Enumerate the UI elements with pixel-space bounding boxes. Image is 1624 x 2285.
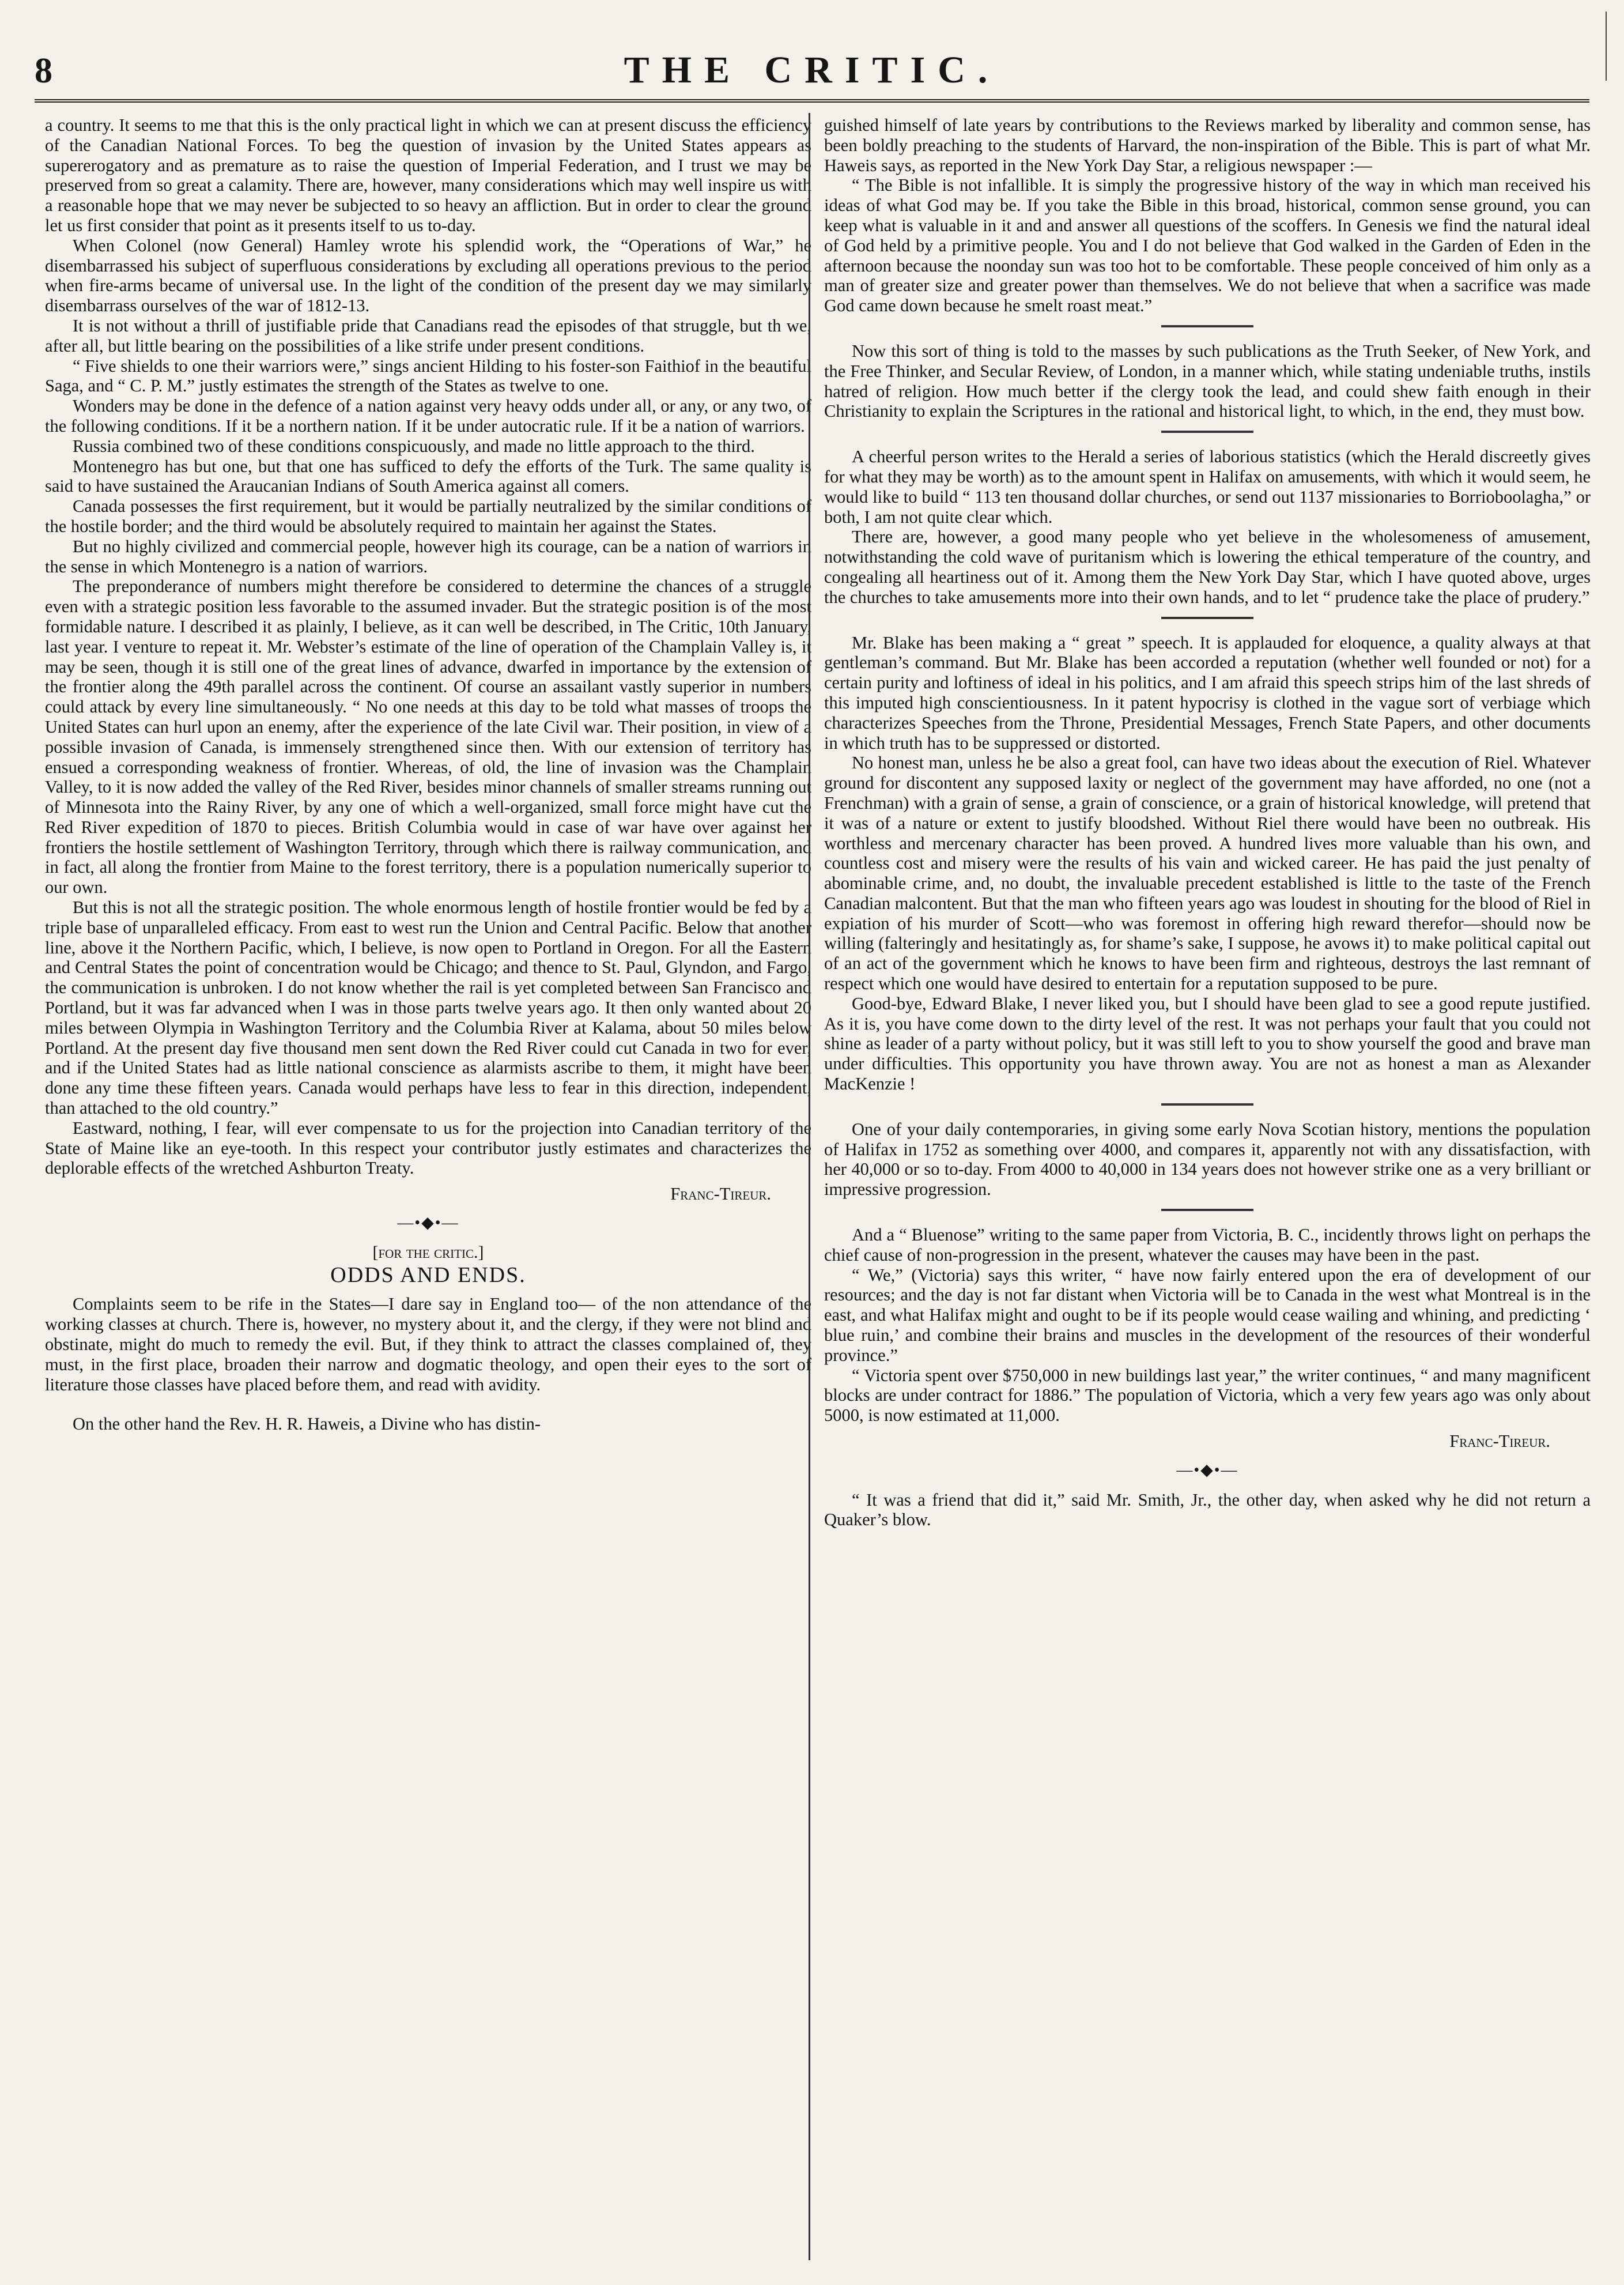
section-rule — [1161, 617, 1253, 619]
paragraph: Wonders may be done in the defence of a nation against very heavy odds under all, or any, or any two, of the following conditions. If it be a northern nation. If it be under autocratic rule. If it be a nation of warriors. — [45, 396, 811, 436]
paragraph: There are, however, a good many people who yet believe in the wholesomeness of amusement, notwithstanding the cold wave of puritanism which is lowering the ethical temperature of the country, and congealing all heartiness out of it. Among them the New York Day Star, which I have quoted above, urges the churches to take amusements more into their own hands, and to let “ prudence take the place of prudery.” — [824, 527, 1591, 607]
paragraph: Good-bye, Edward Blake, I never liked you, but I should have been glad to see a good repute justified. As it is, you have come down to the dirty level of the rest. It was not perhaps your fault that you could not shine as leader of a party without policy, but it was still left to you to show yourself the good and brave man under difficulties. This opportunity you have thrown away. You are not as honest a man as Alexander MacKenzie ! — [824, 993, 1591, 1094]
paragraph: Mr. Blake has been making a “ great ” speech. It is applauded for eloquence, a quality always at that gentleman’s command. But Mr. Blake has been accorded a reputation (whether well founded or not) for a certain purity and loftiness of ideal in his politics, and I am afraid this speech strips him of the last shreds of this imputed high conscientiousness. In it patent hypocrisy is clothed in the vague sort of verbiage which characterizes Speeches from the Throne, Presidential Messages, French State Papers, and other documents in which truth has to be suppressed or distorted. — [824, 632, 1591, 753]
ornament-divider: —•◆•— — [1176, 1461, 1238, 1479]
section-heading: ODDS AND ENDS. — [330, 1262, 526, 1287]
paragraph: Complaints seem to be rife in the States—I dare say in England too— of the non attendance of the working classes at church. There is, however, no mystery about it, and the clergy, if they were not blind and obstinate, might do much to remedy the evil. But, if they think to attract the classes complained of, they must, in the first place, broaden their narrow and dogmatic theology, and open their eyes to the sort of literature those classes have placed before them, and read with avidity. — [45, 1294, 811, 1394]
section-rule — [1161, 1209, 1253, 1211]
signature: Franc-Tireur. — [670, 1184, 771, 1204]
paragraph: “ The Bible is not infallible. It is simply the progressive history of the way in which man received his ideas of what God may be. If you take the Bible in this broad, historical, common sense ground, you can keep what is valuable in it and and answer all questions of the scoffers. In Genesis we find the natural ideal of God held by a primitive people. You and I do not believe that God walked in the Garden of Eden in the afternoon because the noonday sun was too hot to be comfortable. These people conceived of him only as a man of greater size and greater power than themselves. We do not believe that when a sacrifice was made God came down because he smelt roast meat.” — [824, 175, 1591, 316]
section-rule — [1161, 1103, 1253, 1106]
paragraph: Russia combined two of these conditions conspicuously, and made no little approach to the third. — [73, 436, 755, 456]
section-rule — [1161, 325, 1253, 327]
paragraph: And a “ Bluenose” writing to the same paper from Victoria, B. C., incidently throws light on perhaps the chief cause of non-progression in the present, whatever the causes may have been in the past. — [824, 1225, 1591, 1265]
paragraph: It is not without a thrill of justifiable pride that Canadians read the episodes of that struggle, but th we, after all, but little bearing on the possibilities of a like strife under present conditions. — [45, 315, 811, 356]
paragraph: Montenegro has but one, but that one has sufficed to defy the efforts of the Turk. The same quality is said to have sustained the Araucanian Indians of South America against all comers. — [45, 456, 811, 496]
signature: Franc-Tireur. — [1449, 1431, 1550, 1451]
paragraph: “ It was a friend that did it,” said Mr. Smith, Jr., the other day, when asked why he did not return a Quaker’s blow. — [824, 1490, 1591, 1530]
paragraph: One of your daily contemporaries, in giving some early Nova Scotian history, mentions the population of Halifax in 1752 as something over 4000, and compares it, apparently not with any dissatisfaction, with her 40,000 or so to-day. From 4000 to 40,000 in 134 years does not however strike one as a very brilliant or impressive progression. — [824, 1119, 1591, 1200]
paragraph: guished himself of late years by contributions to the Reviews marked by liberality and common sense, has been boldly preaching to the students of Harvard, the non-inspiration of the Bible. This is part of what Mr. Haweis says, as reported in the New York Day Star, a religious newspaper :— — [824, 115, 1591, 175]
page-edge-mark — [1606, 12, 1611, 81]
paper-title: THE CRITIC. — [624, 49, 1000, 91]
spacer — [45, 1394, 811, 1414]
ornament-divider: —•◆•— — [397, 1214, 459, 1232]
paragraph: “ We,” (Victoria) says this writer, “ have now fairly entered upon the era of development of our resources; and the day is not far distant when Victoria will be to Canada in the west what Montreal is in the east, and what Halifax might and ought to be if its people would cease wailing and whining, and predicting ‘ blue ruin,’ and combine their brains and muscles in the development of the resources of their wonderful province.” — [824, 1265, 1591, 1365]
page-number: 8 — [35, 51, 52, 91]
paragraph: On the other hand the Rev. H. R. Haweis, a Divine who has distin- — [73, 1414, 541, 1434]
paragraph: “ Victoria spent over $750,000 in new buildings last year,” the writer continues, “ and many magnificent blocks are under contract for 1886.” The population of Victoria, which a very few years ago was only about 5000, is now estimated at 11,000. — [824, 1365, 1591, 1426]
paragraph: A cheerful person writes to the Herald a series of laborious statistics (which the Herald discreetly gives for what they may be worth) as to the amount spent in Halifax on amusements, with which it would seem, he would like to build “ 113 ten thousand dollar churches, or send out 1137 missionaries to Borrioboolagha,” or both, I am not quite clear which. — [824, 447, 1591, 527]
section-rule — [1161, 431, 1253, 433]
paragraph: No honest man, unless he be also a great fool, can have two ideas about the execution of Riel. Whatever ground for discontent any supposed laxity or neglect of the government may have afforded, no one (not a Frenchman) with a grain of sense, a grain of conscience, or a grain of historical knowledge, will pretend that it was of a nature or extent to justify bloodshed. Without Riel there would have been no outbreak. His worthless and mercenary character has been proved. A hundred lives more valuable than his own, and countless cost and misery were the results of his vain and wicked career. He has paid the just penalty of abominable crime, and, no doubt, the invaluable precedent established is little to the taste of the French Canadian malcontent. But that the man who fifteen years ago was loudest in shouting for the blood of Riel in expiation of his murder of Scott—who was foremost in offering high reward therefor—should now be willing (falteringly and hesitatingly as, for shame’s sake, I suppose, he avows it) to make political capital out of an act of the government which he knows to have been firm and righteous, destroys the last remnant of respect which one would have desired to entertain for a reputation supposed to be pure. — [824, 753, 1591, 994]
paragraph: Eastward, nothing, I fear, will ever compensate to us for the projection into Canadian territory of the State of Maine like an eye-tooth. In this respect your contributor justly estimates and characterizes the deplorable effects of the wretched Ashburton Treaty. — [45, 1118, 811, 1178]
paragraph: Now this sort of thing is told to the masses by such publications as the Truth Seeker, of New York, and the Free Thinker, and Secular Review, of London, in a manner which, while stating undeniable truths, instils hatred of religion. How much better if the clergy took the lead, and could shew faith enough in their Christianity to explain the Scriptures in the rational and historical light, to which, in the end, they must bow. — [824, 341, 1591, 421]
paragraph: When Colonel (now General) Hamley wrote his splendid work, the “Operations of War,” he disembarrassed his subject of superfluous considerations by excluding all operations previous to the period when fire-arms became of universal use. In the light of the condition of the present day we may similarly disembarrass ourselves of the war of 1812-13. — [45, 235, 811, 316]
masthead — [35, 46, 1589, 98]
paragraph: “ Five shields to one their warriors were,” sings ancient Hilding to his foster-son Faithiof in the beautiful Saga, and “ C. P. M.” justly estimates the strength of the States as twelve to one. — [45, 356, 811, 396]
paragraph: a country. It seems to me that this is the only practical light in which we can at present discuss the efficiency of the Canadian National Forces. To beg the question of invasion by the United States appears as supererogatory and as premature as to raise the question of Imperial Federation, and I trust we may be preserved from so great a calamity. There are, however, many considerations which may well inspire us with a reasonable hope that we may never be subjected to so heavy an affliction. But in order to clear the ground let us first consider that point as it presents itself to us to-day. — [45, 115, 811, 235]
for-the-critic-label: [for the critic.] — [372, 1242, 484, 1262]
left-column — [45, 115, 811, 2260]
right-column — [824, 115, 1591, 2260]
paragraph: The preponderance of numbers might therefore be considered to determine the chances of a struggle even with a strategic position less favorable to the assumed invader. But the strategic position is of the most formidable nature. I described it as plainly, I believe, as it can well be described, in The Critic, 10th January, last year. I venture to repeat it. Mr. Webster’s estimate of the line of operation of the Champlain Valley is, it may be seen, though it is still one of the great lines of advance, dwarfed in importance by the extension of the frontier along the 49th parallel across the continent. Of course an assailant vastly superior in numbers could attack by every line simultaneously. “ No one needs at this day to be told what masses of troops the United States can hurl upon an enemy, after the experience of the late Civil war. Their position, in view of a possible invasion of Canada, is immensely strengthened since then. With our extension of territory has ensued a corresponding weakness of frontier. Whereas, of old, the line of invasion was the Champlain Valley, to it is now added the valley of the Red River, besides minor channels of smaller streams running out of Minnesota into the Rainy River, by any one of which a well-organized, small force might have cut the Red River expedition of 1870 to pieces. British Columbia would in case of war have over against her frontiers the hostile settlement of Washington Territory, through which there is railway communication, and in fact, all along the frontier from Maine to the forest territory, there is a population numerically superior to our own. — [45, 576, 811, 898]
paragraph: Canada possesses the first requirement, but it would be partially neutralized by the similar conditions of the hostile border; and the third would be absolutely required to maintain her against the States. — [45, 496, 811, 536]
column-rule — [809, 113, 810, 2260]
paragraph: But no highly civilized and commercial people, however high its courage, can be a nation of warriors in the sense in which Montenegro is a nation of warriors. — [45, 536, 811, 576]
masthead-rule — [35, 99, 1589, 103]
paragraph: But this is not all the strategic position. The whole enormous length of hostile frontier would be fed by a triple base of unparalleled efficacy. From east to west run the Union and Central Pacific. Below that another line, above it the Northern Pacific, which, I believe, is now open to Portland in Oregon. For all the Eastern and Central States the point of concentration would be Chicago; and thence to St. Paul, Glyndon, and Fargo, the communication is unbroken. I do not know whether the rail is yet completed between San Francisco and Portland, but it was far advanced when I was in those parts twelve years ago. It then only wanted about 20 miles between Olympia in Washington Territory and the Columbia River at Kalama, about 50 miles below Portland. At the present day five thousand men sent down the Red River could cut Canada in two for ever, and if the United States had as little national conscience as alarmists ascribe to them, it might have been done any time these fifteen years. Canada would perhaps have less to fear in this direction, independent, than attached to the old country.” — [45, 898, 811, 1118]
